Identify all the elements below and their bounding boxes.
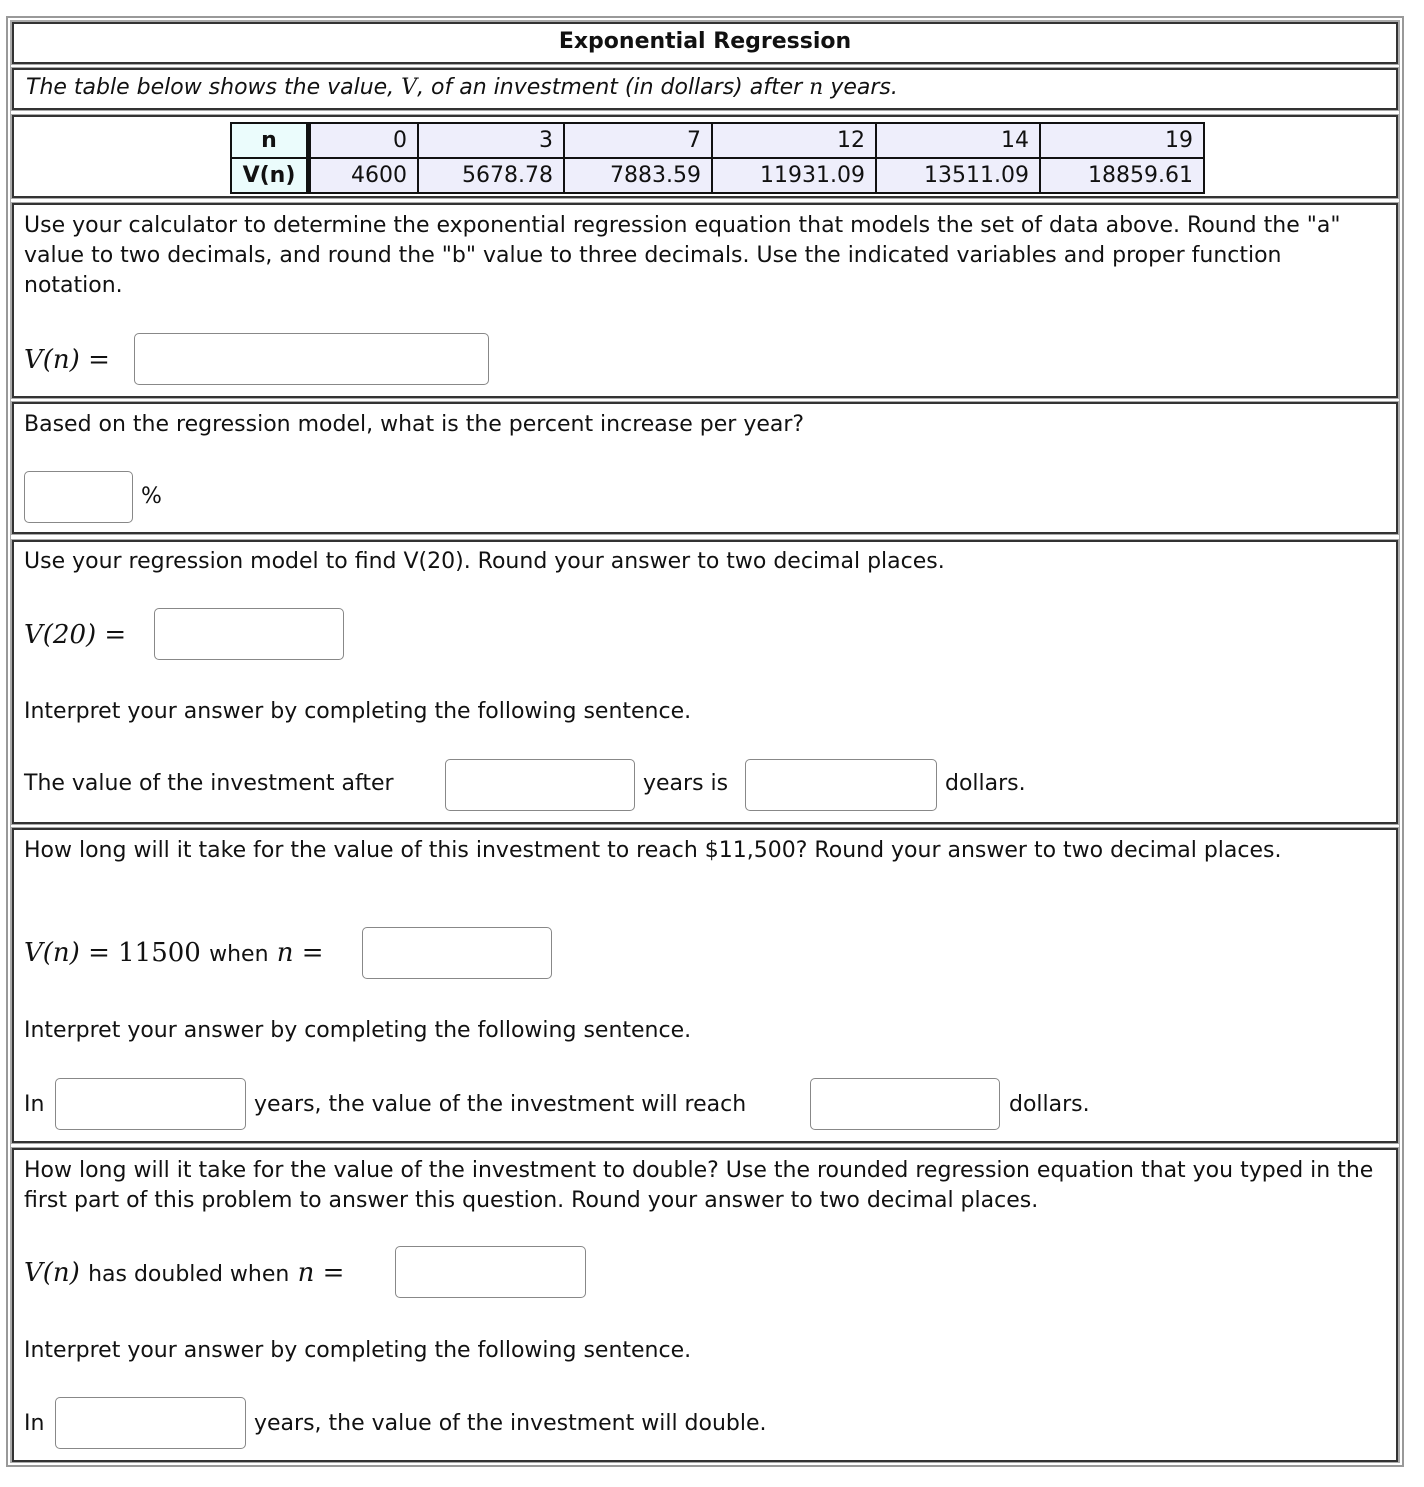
interpret-instruction: Interpret your answer by completing the following sentence. xyxy=(24,699,692,724)
interpret-instruction: Interpret your answer by completing the following sentence. xyxy=(24,1018,692,1043)
v20-label: V(20) = xyxy=(24,620,127,650)
question-4-section xyxy=(12,828,1398,1143)
v20-input[interactable] xyxy=(154,608,344,660)
table-cell: 4600 xyxy=(309,158,419,193)
sentence-part: In xyxy=(24,1092,45,1117)
question-5-text: How long will it take for the value of the investment to double? Use the rounded regression equation that you typed in the first part of this problem to answer this question. Round your answer to two decimal places. xyxy=(24,1158,1374,1213)
years-input[interactable] xyxy=(55,1078,246,1130)
question-2-text: Based on the regression model, what is the percent increase per year? xyxy=(24,412,805,437)
regression-equation-input[interactable] xyxy=(134,333,489,385)
percent-increase-input[interactable] xyxy=(24,471,133,523)
double-equation-label: V(n) has doubled when n = xyxy=(24,1258,345,1288)
table-cell: 7 xyxy=(564,123,712,158)
question-3-text: Use your regression model to find V(20). Round your answer to two decimal places. xyxy=(24,549,945,574)
reach-equation-label: V(n) = 11500 when n = xyxy=(24,938,324,968)
sentence-part: The value of the investment after xyxy=(24,771,394,796)
years-input[interactable] xyxy=(445,759,635,811)
table-row-n xyxy=(231,123,1204,158)
sentence-part: years, the value of the investment will reach xyxy=(254,1092,747,1117)
table-cell: 13511.09 xyxy=(876,158,1040,193)
intro-section xyxy=(12,68,1398,110)
page-title: Exponential Regression xyxy=(558,29,852,54)
reach-n-input[interactable] xyxy=(362,927,552,979)
table-cell: 7883.59 xyxy=(564,158,712,193)
row-header: n xyxy=(231,123,309,158)
table-section xyxy=(12,115,1398,198)
double-n-input[interactable] xyxy=(395,1246,586,1298)
percent-unit: % xyxy=(141,484,162,509)
sentence-part: In xyxy=(24,1411,45,1436)
intro-text: The table below shows the value, V, of an investment (in dollars) after n years. xyxy=(26,75,898,100)
sentence-part: dollars. xyxy=(1009,1092,1090,1117)
table-cell: 18859.61 xyxy=(1040,158,1204,193)
table-cell: 0 xyxy=(309,123,419,158)
dollars-input[interactable] xyxy=(810,1078,1000,1130)
question-4-text: How long will it take for the value of this investment to reach $11,500? Round your answer to two decimal places. xyxy=(24,838,1282,863)
question-5-section xyxy=(12,1148,1398,1462)
table-cell: 5678.78 xyxy=(418,158,564,193)
table-cell: 3 xyxy=(418,123,564,158)
sentence-part: years, the value of the investment will double. xyxy=(254,1411,767,1436)
data-table xyxy=(230,122,1205,194)
dollars-input[interactable] xyxy=(745,759,937,811)
question-3-section xyxy=(12,540,1398,824)
question-1-text: Use your calculator to determine the exponential regression equation that models the set of data above. Round the "a" value to two decimals, and round the "b" value to three decimals. Use the indicated variables and proper function notation. xyxy=(24,213,1341,298)
row-header: V(n) xyxy=(231,158,309,193)
title-section xyxy=(12,22,1398,64)
sentence-part: dollars. xyxy=(945,771,1026,796)
table-cell: 11931.09 xyxy=(712,158,876,193)
table-cell: 14 xyxy=(876,123,1040,158)
years-input[interactable] xyxy=(55,1397,246,1449)
table-cell: 12 xyxy=(712,123,876,158)
question-1-section xyxy=(12,203,1398,398)
table-cell: 19 xyxy=(1040,123,1204,158)
regression-label: V(n) = xyxy=(24,345,110,375)
interpret-instruction: Interpret your answer by completing the following sentence. xyxy=(24,1338,692,1363)
question-2-section xyxy=(12,402,1398,534)
sentence-part: years is xyxy=(643,771,729,796)
table-row-v xyxy=(231,158,1204,193)
